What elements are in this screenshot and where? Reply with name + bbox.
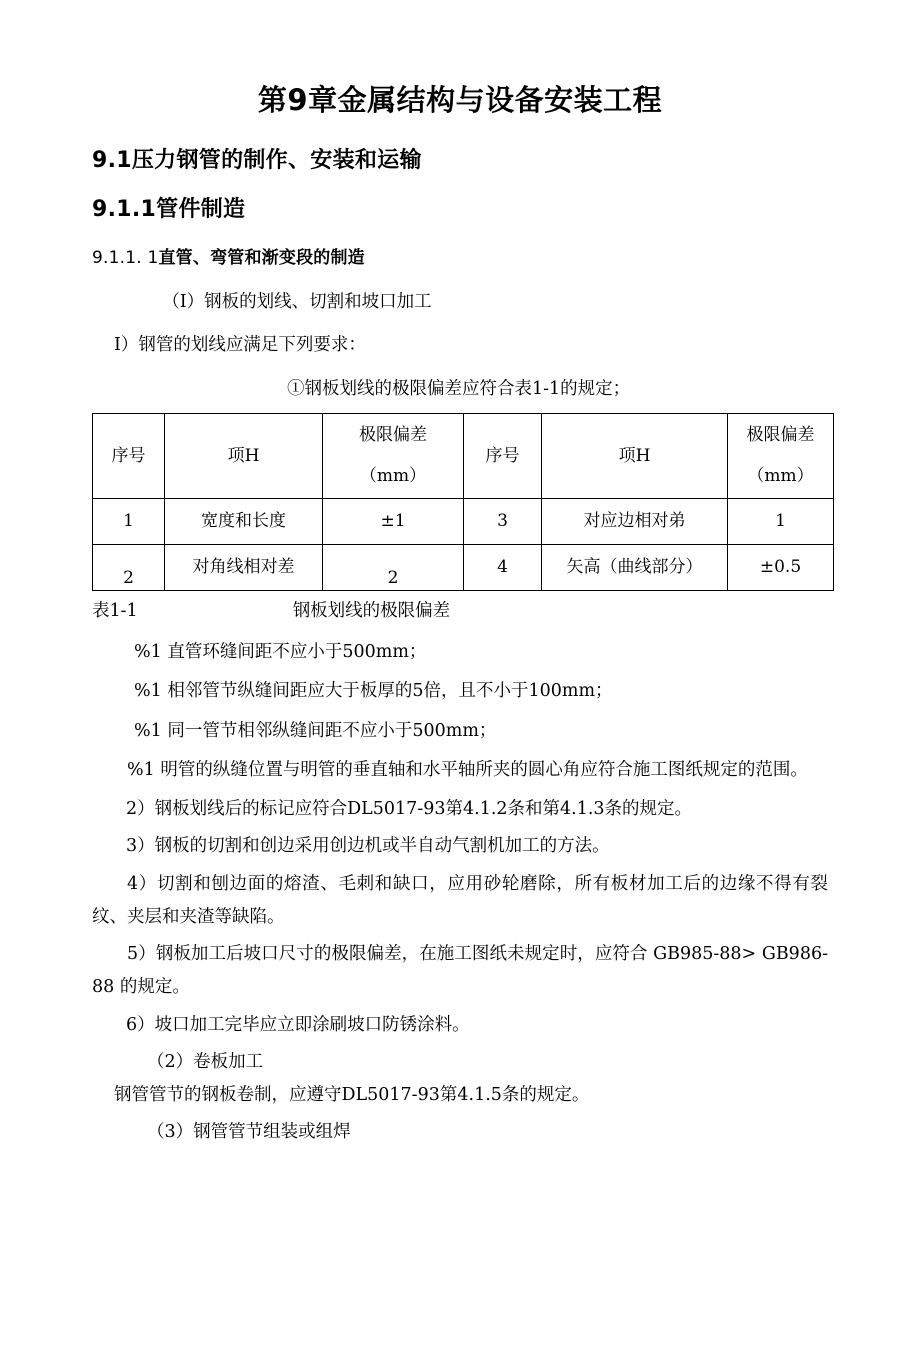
table-row bbox=[93, 544, 834, 590]
heading-section-3: （3）钢管管节组装或组焊 bbox=[147, 1122, 351, 1143]
table-header-deviation-2-line2: （mm） bbox=[747, 465, 814, 486]
list-item: %1 同一管节相邻纵缝间距不应小于500mm； bbox=[134, 720, 497, 741]
table-header-deviation-1 bbox=[323, 413, 464, 498]
table-cell-seq-2: 3 bbox=[464, 498, 542, 544]
table-cell-item-2: 对应边相对弟 bbox=[542, 498, 728, 544]
table-header-item-1: 项H bbox=[165, 413, 323, 498]
intro-item-circled-1: ①钢板划线的极限偏差应符合表1-1的规定； bbox=[287, 378, 631, 399]
table-header-deviation-2 bbox=[728, 413, 834, 498]
table-cell-deviation-1 bbox=[323, 544, 464, 590]
table-cell-seq-1: 1 bbox=[93, 498, 165, 544]
page-title: 第9章金属结构与设备安装工程 bbox=[257, 83, 663, 117]
table-header-deviation-1-line1: 极限偏差 bbox=[359, 425, 427, 446]
table-header-seq-2: 序号 bbox=[464, 413, 542, 498]
section-2-body: 钢管管节的钢板卷制，应遵守DL5017-93第4.1.5条的规定。 bbox=[114, 1085, 590, 1105]
table-header-row bbox=[93, 413, 834, 498]
table-caption-text: 钢板划线的极限偏差 bbox=[292, 600, 451, 621]
numbered-item-6: 6）坡口加工完毕应立即涂刷坡口防锈涂料。 bbox=[126, 1014, 470, 1035]
heading-9-1-1: 9.1.1管件制造 bbox=[92, 197, 246, 223]
numbered-item-5: 5）钢板加工后坡口尺寸的极限偏差，在施工图纸未规定时，应符合 GB985-88> GB986-88 的规定。 bbox=[92, 944, 828, 998]
table-header-seq-1: 序号 bbox=[93, 413, 165, 498]
table-cell-seq-1-value: 2 bbox=[123, 568, 134, 589]
numbered-item-3: 3）钢板的切割和创边采用创边机或半自动气割机加工的方法。 bbox=[126, 836, 610, 857]
table-cell-deviation-2: 1 bbox=[728, 498, 834, 544]
table-cell-item-2: 矢高（曲线部分） bbox=[542, 544, 728, 590]
table-cell-deviation-1: ±1 bbox=[323, 498, 464, 544]
heading-9-1-1-1-number: 9.1.1. 1 bbox=[92, 248, 159, 269]
heading-9-1-1-1-text: 直管、弯管和渐变段的制造 bbox=[158, 248, 365, 269]
table-caption bbox=[92, 591, 828, 628]
table-row bbox=[93, 498, 834, 544]
limit-deviation-table bbox=[92, 413, 834, 591]
table-cell-seq-2: 4 bbox=[464, 544, 542, 590]
heading-section-2: （2）卷板加工 bbox=[147, 1051, 264, 1072]
table-header-item-2: 项H bbox=[542, 413, 728, 498]
table-cell-item-1: 对角线相对差 bbox=[165, 544, 323, 590]
heading-9-1: 9.1压力钢管的制作、安装和运输 bbox=[92, 147, 422, 173]
table-caption-label: 表1-1 bbox=[92, 600, 138, 621]
list-item: %1 明管的纵缝位置与明管的垂直轴和水平轴所夹的圆心角应符合施工图纸规定的范围。 bbox=[127, 759, 808, 780]
list-item: %1 相邻管节纵缝间距应大于板厚的5倍，且不小于100mm； bbox=[134, 681, 613, 702]
table-cell-item-1: 宽度和长度 bbox=[165, 498, 323, 544]
table-cell-deviation-2: ±0.5 bbox=[728, 544, 834, 590]
intro-item-1: Ⅰ）钢管的划线应满足下列要求： bbox=[114, 335, 366, 356]
table-cell-deviation-1-value: 2 bbox=[387, 568, 399, 589]
table-cell-seq-1 bbox=[93, 544, 165, 590]
table-header-deviation-2-line1: 极限偏差 bbox=[746, 425, 815, 446]
intro-item-roman-1: （Ⅰ）钢板的划线、切割和坡口加工 bbox=[162, 292, 432, 312]
numbered-item-2: 2）钢板划线后的标记应符合DL5017-93第4.1.2条和第4.1.3条的规定。 bbox=[126, 799, 693, 819]
heading-9-1-1-1 bbox=[92, 225, 828, 270]
spec-table-container bbox=[92, 406, 828, 591]
numbered-item-4: 4）切割和刨边面的熔渣、毛刺和缺口，应用砂轮磨除，所有板材加工后的边缘不得有裂纹、夹层和夹渣等缺陷。 bbox=[92, 873, 828, 927]
list-item: %1 直管环缝间距不应小于500mm； bbox=[134, 642, 427, 662]
table-header-deviation-1-line2: （mm） bbox=[359, 465, 427, 486]
